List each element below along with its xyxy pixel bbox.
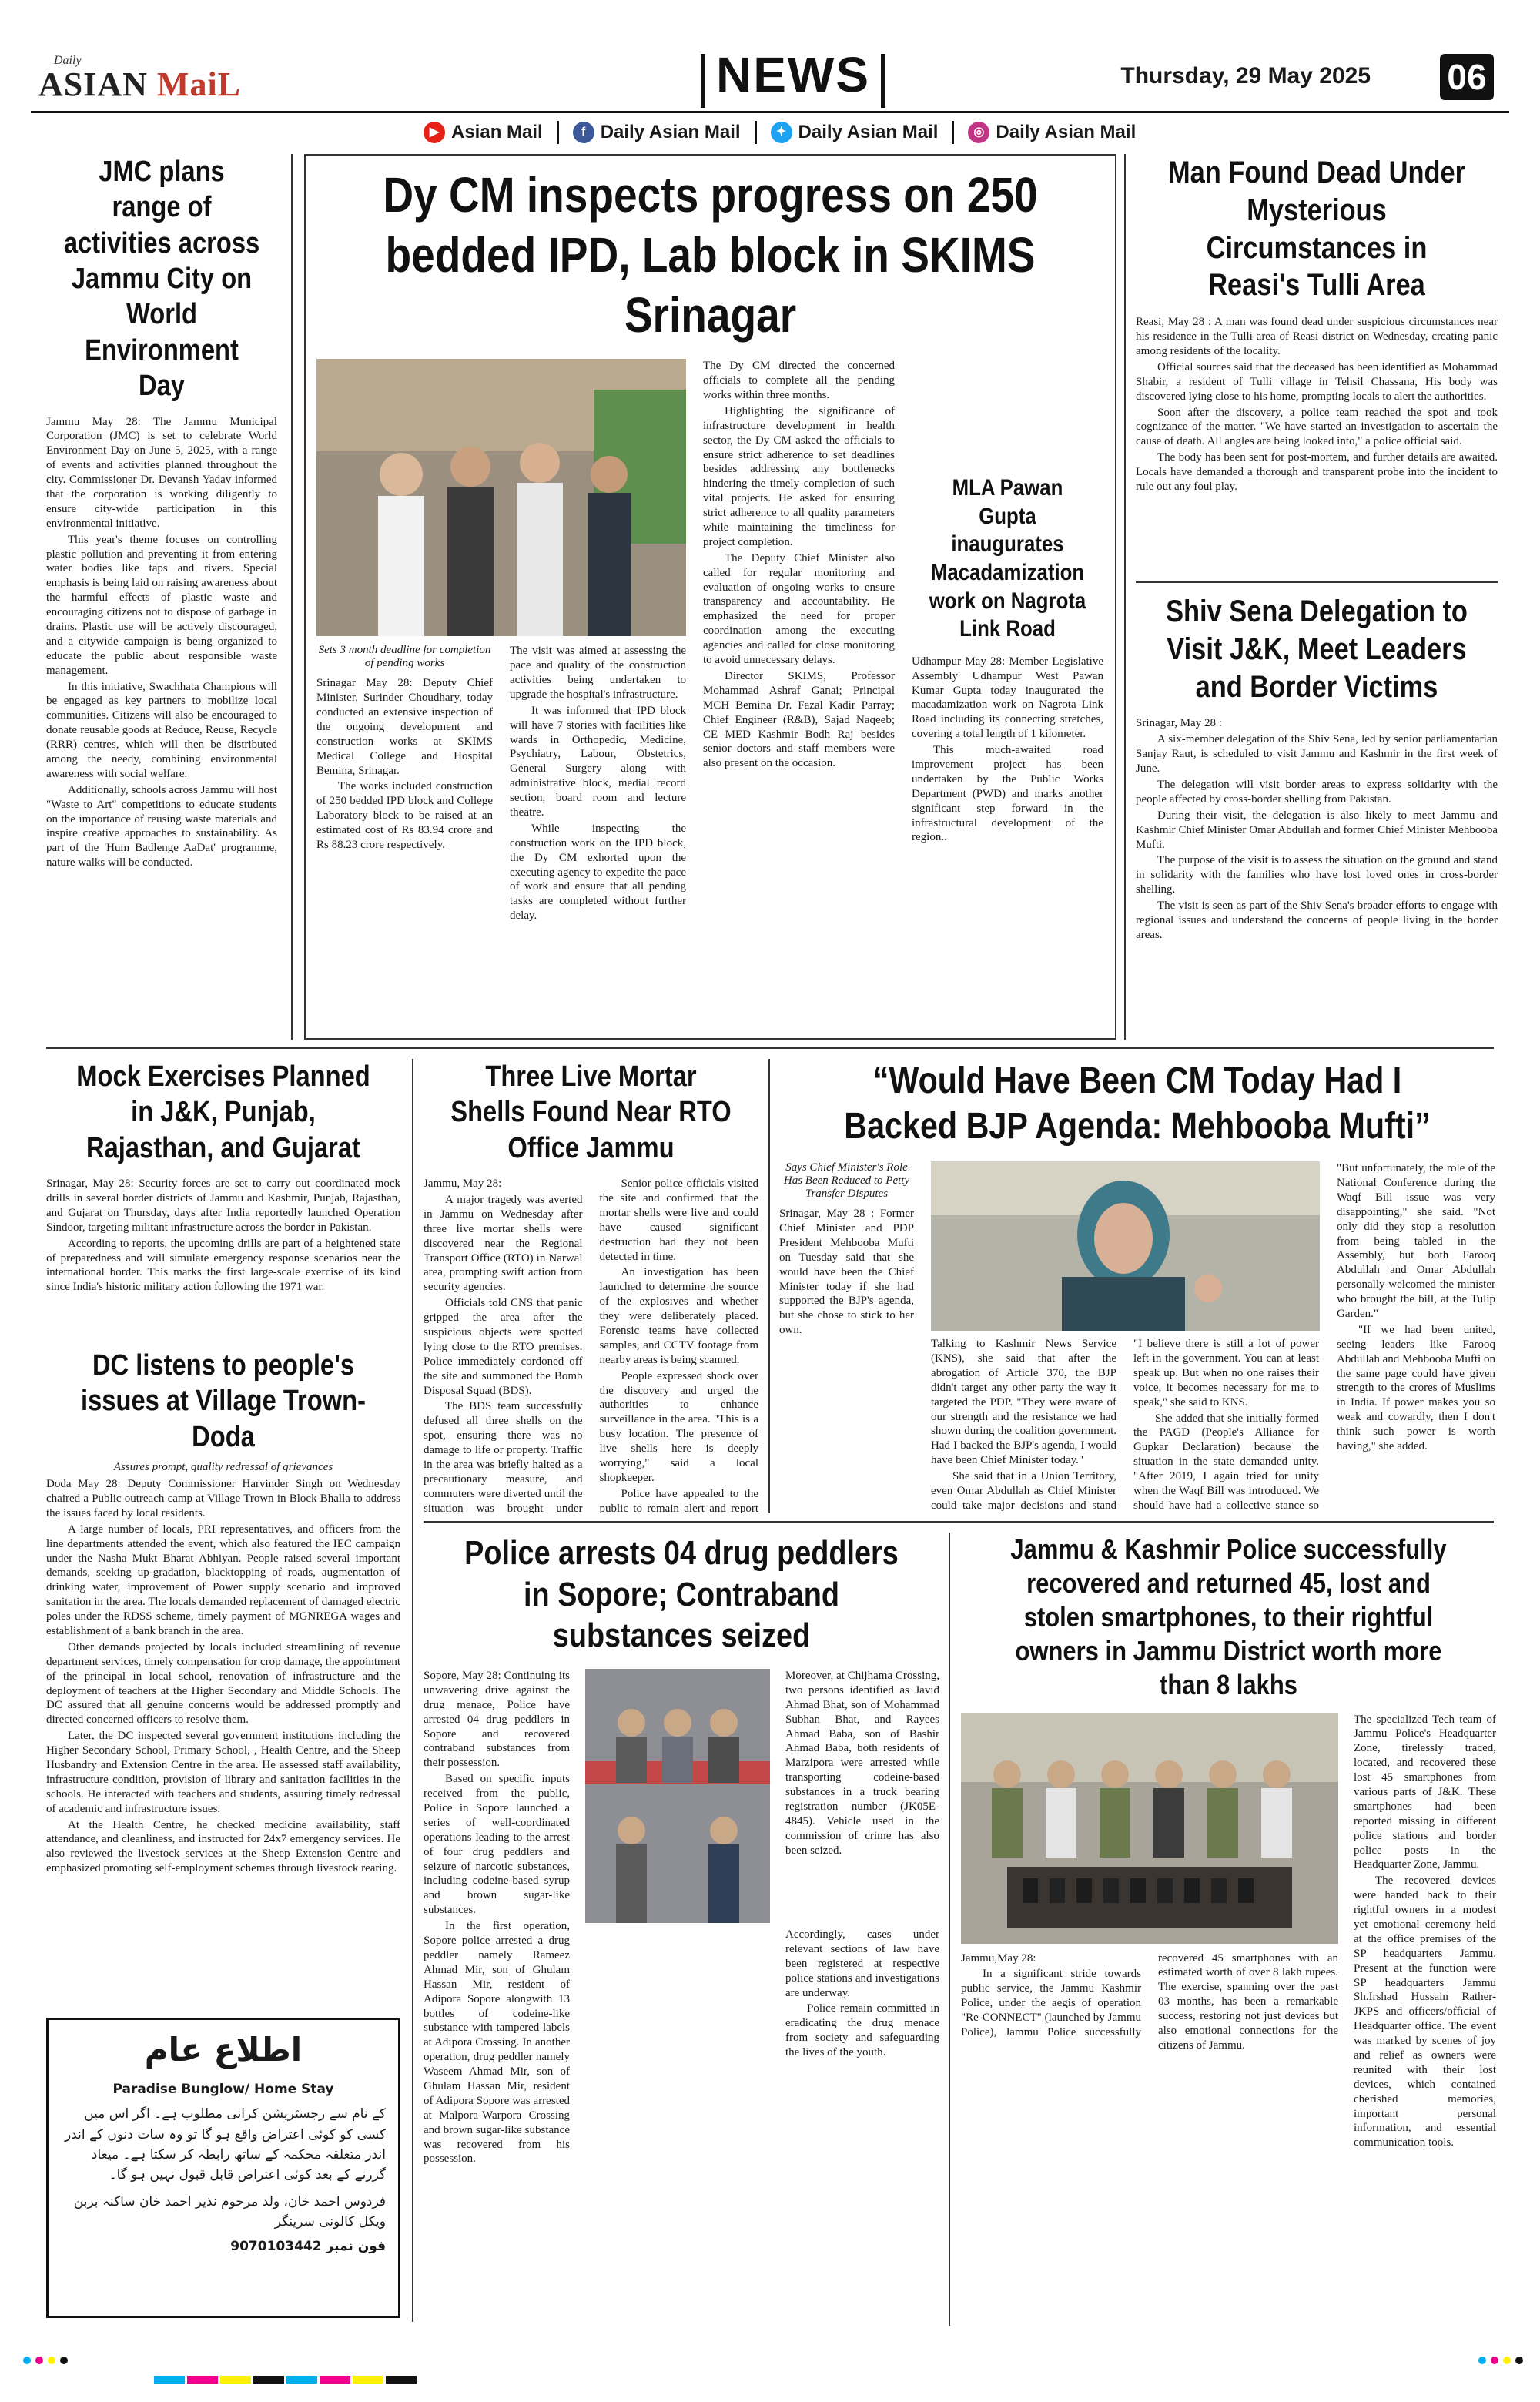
article-body: Udhampur May 28: Member Legislative Assembly Udhampur West Pawan Kumar Gupta today inaugurated the macadamization work on Nagrota Link Road including its connecting stretches, covering a total length of 1 kilometer. This much-awaited road improvement project has been undertaken by the Public Works Department (PWD) and marks another significant step forward in the infrastructural development of the region.. — [912, 655, 1103, 844]
facebook-icon: f — [573, 122, 594, 143]
photo-caption: Says Chief Minister's Role Has Been Reduced to Petty Transfer Disputes — [783, 1161, 910, 1201]
article-body-col1: Sopore, May 28: Continuing its unwavering drive against the drug menace, Police have arrested 04 drug peddlers in Sopore and recovered contraband substances from their possession. Based on specific inputs received from the public, Police in Sopore launched a series of well-coordinated operations leading to the arrest of four drug peddlers and seizure of narcotic substances, including codeine-based syrup and brown sugar-like substances. In the first operation, Sopore police arrested a drug peddler namely Rameez Ahmad Mir, son of Ghulam Hassan Mir, resident of Adipora Sopore alongwith 13 bottles of codeine-like substance with tampered labels at Adipora Crossing. In another operation, drug peddler namely Waseem Ahmad Mir, son of Ghulam Hassan Mir, resident of Adipora Sopore was arrested at Malpora-Warpora Crossing and brown sugar-like substance was recovered from his possession. — [424, 1670, 570, 2166]
article-sopore — [424, 1533, 939, 2326]
article-skims — [304, 154, 1116, 1040]
column-rule — [768, 1059, 770, 1513]
headline: Jammu & Kashmir Police successfully recovered and returned 45, lost and stolen smartphones, to their rightful owners in Jammu District worth more than 8 lakhs — [1010, 1533, 1447, 1700]
headline: Three Live Mortar Shells Found Near RTO Office Jammu — [450, 1060, 732, 1164]
column-rule — [1124, 154, 1126, 1040]
article-body-col2 — [585, 1928, 770, 2062]
headline: Man Found Dead Under Mysterious Circumstances in Reasi's Tulli Area — [1167, 156, 1466, 303]
photo-sopore-arrest — [585, 1669, 770, 1923]
article-body-col1: Srinagar, May 28 : Former Chief Minister and PDP President Mehbooba Mufti on Tuesday said that she would have been the Chief Minister today if she had supported the BJP's agenda, but she chose to stick to her own. — [779, 1208, 914, 1337]
issue-date: Thursday, 29 May 2025 — [1120, 63, 1371, 89]
article-body-col4: Accordingly, cases under relevant sections of law have been registered at respective police stations and investigations are underway. Police remain committed in eradicating the drug menace from society and safeguarding the lives of the youth. — [785, 1928, 939, 2059]
photo-caption: Sets 3 month deadline for completion of pending works — [318, 644, 491, 670]
newspaper-logo: Daily ASIAN MaiL — [38, 54, 242, 103]
social-separator — [755, 121, 757, 144]
article-body: Srinagar, May 28 : A six-member delegation of the Shiv Sena, led by senior parliamentarian Sanjay Raut, is scheduled to visit Jammu and Kashmir in the first week of June. The delegation will visit border areas to express solidarity with the people affected by cross-border shelling from Pakistan. During their visit, the delegation is also likely to meet Jammu and Kashmir Chief Minister Omar Abdullah and former Chief Minister Mehbooba Mufti. The purpose of the visit is to assess the situation on the ground and stand in solidarity with the families who have lost loved ones in cross-border shelling. The visit is seen as part of the Shiv Sena's broader efforts to engage with regional issues and understand the concerns of people living in the border areas. — [1136, 717, 1498, 941]
column-rule — [291, 154, 293, 1040]
youtube-icon: ▶ — [424, 122, 445, 143]
article-body-col1: Srinagar May 28: Deputy Chief Minister, Surinder Choudhary, today conducted an extensive inspection of the ongoing development and construction works at SKIMS Medical College and Hospital Bemina, Srinagar. The works included construction of 250 bedded IPD block and College Laboratory block to be raised at an estimated cost of Rs 83.94 crore and Rs 88.23 crore respectively. — [316, 677, 493, 852]
color-registration-marks — [23, 2357, 68, 2364]
masthead-rule — [31, 111, 1509, 113]
notice-text: کے نام سے رجسٹریشن کرانی مطلوب ہے۔ اگر اس میں کسی کو کوئی اعتراض واقع ہو گا تو وہ سات دنوں کے اندر اندر متعلقہ محکمہ کے ساتھ رابطہ کر سکتا ہے۔ میعاد گزرنے کے بعد کوئی اعتراض قابل قبول نہیں ہو گا۔ — [64, 2106, 386, 2183]
logo-name-second: MaiL — [156, 65, 242, 103]
social-links — [424, 117, 1194, 148]
instagram-icon: ◎ — [968, 122, 989, 143]
social-twitter[interactable]: ✦ Daily Asian Mail — [771, 122, 939, 143]
notice-phone: فون نمبر 9070103442 — [230, 2239, 386, 2255]
notice-title: اطلاع عام — [144, 2031, 303, 2069]
photo-illustration — [585, 1669, 770, 1923]
article-body-col3: The specialized Tech team of Jammu Police's Headquarter Zone, tirelessly traced, located, and recovered these lost 45 smartphones from various parts of J&K. These smartphones had been reported missing in different police stations and border police posts in the Headquarter Zone, Jammu. The recovered devices were handed back to their rightful owners in a modest yet emotional ceremony held at the office premises of the SP headquarters Jammu. Present at the function were SP headquarters Jammu Sh.Irshad Hussain Rather-JKPS and officers/official of Headquarter office. The event was marked by scenes of joy and relief as owners were reunited with their lost devices, which contained cherished memories, important personal information, and essential communication tools. — [1354, 1713, 1496, 2149]
headline: DC listens to people's issues at Village Trown- Doda — [81, 1349, 366, 1453]
photo-illustration — [931, 1161, 1320, 1331]
article-body: Doda May 28: Deputy Commissioner Harvinder Singh on Wednesday chaired a Public outreach camp at Village Trown in Block Bhalla to address the issues faced by local residents. A large number of locals, PRI representatives, and officers from the line departments attended the event, which also featured the IEC campaign under the Nasha Mukt Bharat Abhiyan. People raised several important demands, seeking up-gradation, blacktopping of roads, augmentation of drinking water, improvement of Power supply scenario and improved sanitation in the area. The locals demanded replacement of damaged electric poles under the RDSS scheme, timely payment of MGNREGA wages and establishment of a bank branch in the area. Other demands projected by locals included streamlining of revenue department services, timely compensation for crop damage, the appointment of the principal in local school, renovation of infrastructure and the deployment of teachers at the Higher Secondary and Middle Schools. The DC assured that all genuine concerns would be addressed promptly and directed concerned officers to resolve them. Later, the DC inspected several government institutions including the Higher Secondary School, Primary School, , Health Centre, and the Sheep Husbandry and Extension Centre in the area. He assessed staff availability, infrastructure condition, provision of library and sanitation facilities in the schools. He interacted with teachers and students, assuring timely redressal of academic and infrastructure issues. At the Health Centre, he checked medicine availability, staff attendance, and cleanliness, and instructed for 24x7 emergency services. He also reviewed the livestock services at the Sheep Extension Centre and emphasized promoting self-employment schemes through livestock rearing. — [46, 1478, 400, 1875]
social-separator — [557, 121, 559, 144]
color-registration-marks — [1478, 2357, 1523, 2364]
headline: MLA Pawan Gupta inaugurates Macadamization work on Nagrota Link Road — [929, 475, 1086, 642]
article-body-col3: Moreover, at Chijhama Crossing, two persons identified as Javid Ahmad Bhat, son of Mohammad Subhan Bhat, and Rayees Ahmad Baba, son of Bashir Ahmad Baba, both residents of Marzipora were arrested while transporting codeine-based substances in a truck bearing registration number (JK05E-4845). Vehicle used in the commission of crime has also been seized. — [785, 1670, 939, 1857]
social-separator — [952, 121, 954, 144]
article-body-col3: "I believe there is still a lot of power left in the government. You can at least speak up. But when no one raises their voice, it becomes necessary for me to speak," she said to KNS. She added that she initially formed the PAGD (People's Alliance for Gupkar Declaration) because the situation in the state demanded unity. "After 2019, I again tried for unity when the Waqf Bill was introduced. We should have had a collective stance so — [1133, 1338, 1319, 1512]
column-rule — [949, 1533, 950, 2326]
article-mock — [46, 1059, 400, 1336]
photo-smartphones-returned — [961, 1713, 1338, 1944]
article-mla — [912, 359, 1103, 846]
headline: Shiv Sena Delegation to Visit J&K, Meet Leaders and Border Victims — [1166, 595, 1468, 704]
article-body: Jammu May 28: The Jammu Municipal Corporation (JMC) is set to celebrate World Environment Day on June 5, 2025, with a range of events and activities planned throughout the city. Commissioner Dr. Devansh Yadav informed that the corporation is working diligently to ensure city-wide participation in this environmental initiative. This year's theme focuses on controlling plastic pollution and preventing it from entering water bodies like taps and rivers. Special emphasis is being laid on raising awareness about the harmful effects of plastic waste and encouraging citizens not to dispose of garbage in drains. Plastic use will be actively discouraged, and a citywide campaign is being organized to educate the public about responsible waste management. In this initiative, Swachhata Champions will be engaged as key partners to mobilize local communities. Citizens will also be encouraged to donate reusable goods at Reduce, Reuse, Recycle (RRR) centres, which will then be distributed among the needy, combining environmental awareness with social welfare. Additionally, schools across Jammu will host "Waste to Art" competitions to educate students on the importance of reusing waste materials and inspire creative approaches to sustainability. As part of the 'Hum Badlenge AaDat' programme, nature walks will be conducted. — [46, 415, 277, 869]
headline: Dy CM inspects progress on 250 bedded IPD, Lab block in SKIMS Srinagar — [383, 167, 1038, 343]
subhead: Assures prompt, quality redressal of grievances — [113, 1461, 333, 1474]
social-instagram[interactable]: ◎ Daily Asian Mail — [968, 122, 1136, 143]
article-body: Reasi, May 28 : A man was found dead under suspicious circumstances near his residence in the Tulli area of Reasi district on Wednesday, creating panic among residents of the locality. Official sources said that the deceased has been identified as Mohammad Shabir, a resident of Tulli village in Tehsil Chassana, His body was discovered lying close to his home, prompting locals to alert the authorities. Soon after the discovery, a police team reached the spot and took cognizance of the matter. "We have started an investigation to ascertain the cause of death. All angles are being looked into," a police official said. The body has been sent for post-mortem, and further details are awaited. Locals have demanded a thorough and transparent probe into the incident to rule out any foul play. — [1136, 316, 1498, 493]
photo-dy-cm-inspection — [316, 359, 686, 636]
headline: Police arrests 04 drug peddlers in Sopore; Contraband substances seized — [464, 1534, 899, 1655]
article-mehbooba — [779, 1059, 1495, 1513]
article-body-col4: "But unfortunately, the role of the National Conference during the Waqf Bill issue was very disappointing," she said. "Not only did they stop a resolution from being tabled in the Assembly, but both Farooq Abdullah and Omar Abdullah personally welcomed the minister who brought the bill, at the Tulip Garden." "If we had been united, seeing leaders like Farooq Abdullah and Mehbooba Mufti on the same page could have given strength to the crores of Muslims in India. If power makes you so weak and cowardly, then I don't think such power is worth having," she added. — [1337, 1162, 1495, 1453]
photo-illustration — [316, 359, 686, 636]
article-jmc — [46, 154, 277, 1040]
article-jk-police — [961, 1533, 1496, 2326]
headline: “Would Have Been CM Today Had I Backed BJP Agenda: Mehbooba Mufti” — [844, 1060, 1431, 1147]
twitter-icon: ✦ — [771, 122, 792, 143]
page-number: 06 — [1440, 54, 1494, 100]
photo-illustration — [961, 1713, 1338, 1944]
article-body: Srinagar, May 28: Security forces are set to carry out coordinated mock drills in several border districts of Jammu and Kashmir, Punjab, Rajasthan, and Gujarat on Thursday, days after India reportedly launched Operation Sindoor, targeting militant infrastructure across the border in Pakistan. According to reports, the upcoming drills are part of a heightened state of preparedness and will simulate emergency response scenarios near the international border. This marks the first large-scale exercise of its kind since India's historic military action following the 1971 war. — [46, 1178, 400, 1294]
article-body-col2: Talking to Kashmir News Service (KNS), she said that after the abrogation of Article 370, the BJP didn't target any other party the way it targeted the PDP. "They were aware of our strength and the resistance we had shown during the coalition government. Had I backed the BJP's agenda, I would have been Chief Minister today." She said that in a Union Territory, even Omar Abdullah as Chief Minister could take major decisions and stand — [931, 1338, 1116, 1512]
masthead — [31, 46, 1509, 154]
logo-name-first: ASIAN — [38, 65, 148, 103]
article-body: Jammu, May 28: A major tragedy was averted in Jammu on Wednesday after three live mortar shells were discovered near the Regional Transport Office (RTO) in Narwal area, prompting swift action from security agencies. Officials told CNS that panic gripped the area after the suspicious objects were spotted lying close to the RTO premises. Police immediately cordoned off the site and summoned the Bomb Disposal Squad (BDS). The BDS team successfully defused all three shells on the spot, ensuring there was no damage to life or property. Traffic in the area was briefly halted as a precautionary measure, and commuters were diverted until the situation was brought under Senior police officials visited the site and confirmed that the mortar shells were live and could have caused significant destruction had they not been detected in time. An investigation has been launched to determine the source of the explosives and whether they were deliberately placed. Forensic teams have collected samples, and CCTV footage from nearby areas is being scanned. People expressed shock over the discovery and urged the authorities to enhance surveillance in the area. "This is a busy location. The presence of live shells here is deeply worrying," said a local shopkeeper. Police have appealed to the public to remain alert and report — [424, 1178, 758, 1513]
row-rule — [424, 1521, 1494, 1523]
article-body-cols12: Jammu,May 28: In a significant stride towards public service, the Jammu Kashmir Police, under the aegis of operation "Re-CONNECT" (launched by Jammu Police), Jammu Police successfully recovered 45 smartphones with an estimated worth of over 8 lakh rupees. The exercise, spanning over the past 03 months, has been a remarkable success, restoring not just devices but also emotional connections for the citizens of Jammu. — [961, 1951, 1338, 2052]
section-title: NEWS — [716, 47, 870, 102]
article-body-col2: The visit was aimed at assessing the pace and quality of the construction activities being undertaken to upgrade the hospital's infrastructure. It was informed that IPD block will have 7 stories with facilities like wards in Orthopedic, Medicine, Psychiatry, Labour, Obstetrics, General Surgery along with administrative block, medial record section, board room and lecture theatre. While inspecting the construction work on the IPD block, the Dy CM exhorted upon the executing agency to expedite the pace of work and ensure that all pending tasks are completed without further delay. — [510, 645, 686, 923]
headline: Mock Exercises Planned in J&K, Punjab, Rajasthan, and Gujarat — [76, 1060, 370, 1164]
section-divider-right — [881, 54, 886, 108]
article-shivsena — [1136, 593, 1498, 1040]
public-notice — [46, 2018, 400, 2318]
headline: JMC plans range of activities across Jammu City on World Environment Day — [63, 156, 260, 403]
article-body-col3: The Dy CM directed the concerned officials to complete all the pending works within three months. Highlighting the significance of infrastructure development in health sector, the Dy CM asked the officials to ensure strict adherence to set deadlines besides addressing any bottlenecks hindering the timely completion of such vital projects. He asked for ensuring strict adherence to all quality parameters while maintaining the timeliness for project completion. The Deputy Chief Minister also called for regular monitoring and evaluation of ongoing works to ensure transparency and accountability. He emphasized the need for proper coordination among the executing agencies and called for close monitoring to avoid unnecessary delays. Director SKIMS, Professor Mohammad Ashraf Ganai; Principal MCH Bemina Dr. Fazal Kadir Parray; Chief Engineer (R&B), Sajad Naqeeb; CE MED Kashmir Bodh Raj besides senior doctors and staff members were also present on the occasion. — [703, 360, 895, 770]
row-rule — [1136, 581, 1498, 583]
notice-property: Paradise Bunglow/ Home Stay — [112, 2082, 334, 2097]
photo-mehbooba-mufti — [931, 1161, 1320, 1331]
article-doda — [46, 1348, 400, 2010]
color-strip — [154, 2376, 417, 2384]
social-youtube[interactable]: ▶ Asian Mail — [424, 122, 543, 143]
section-divider-left — [701, 54, 705, 108]
row-rule — [46, 1047, 1494, 1049]
notice-sender: فردوس احمد خان، ولد مرحوم نذیر احمد خان ساکنہ بربن ویکل کالونی سرینگر — [73, 2193, 386, 2230]
social-facebook[interactable]: f Daily Asian Mail — [573, 122, 741, 143]
column-rule — [412, 1059, 413, 2322]
article-mortar — [424, 1059, 758, 1513]
article-reasi — [1136, 154, 1498, 578]
